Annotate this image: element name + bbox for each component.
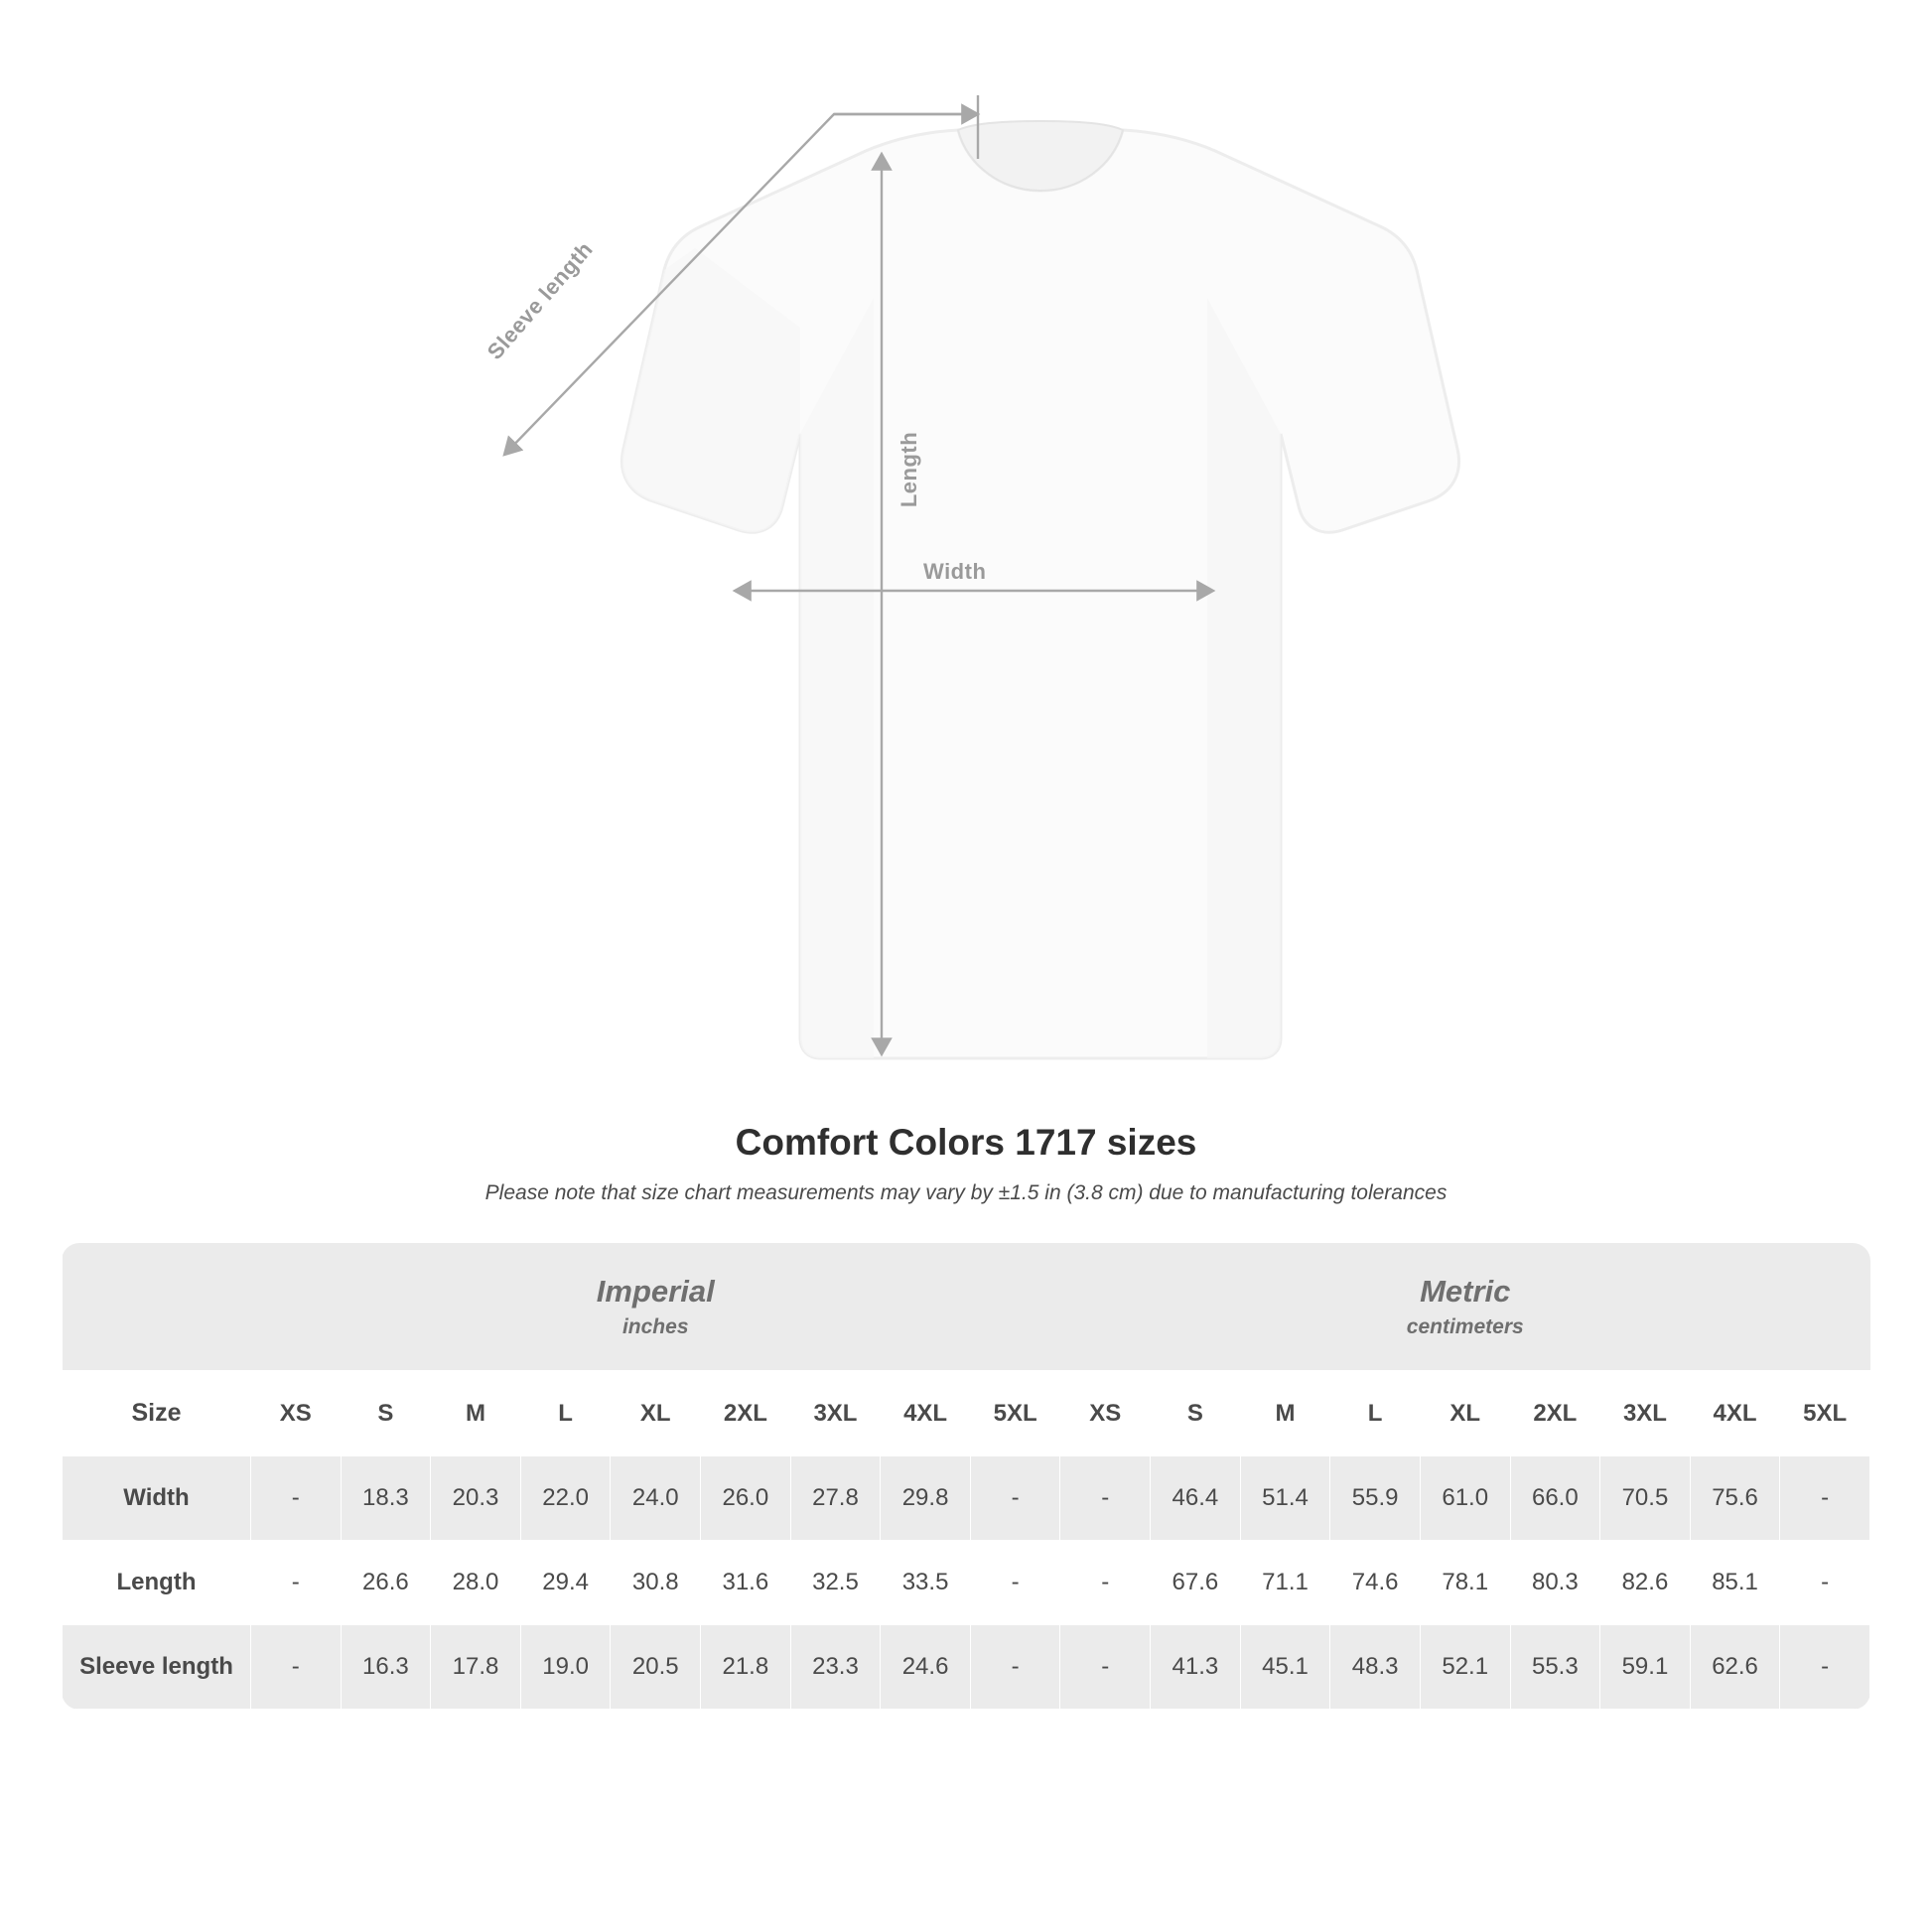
table-row	[63, 1541, 1870, 1625]
col-header-imperial-l: L	[520, 1371, 611, 1456]
col-header-metric-xl: XL	[1420, 1371, 1510, 1456]
cell-width-imperial-xl: 24.0	[611, 1456, 701, 1541]
cell-width-metric-4xl: 75.6	[1690, 1456, 1780, 1541]
cell-length-imperial-xl: 30.8	[611, 1541, 701, 1625]
cell-length-metric-4xl: 85.1	[1690, 1541, 1780, 1625]
cell-length-imperial-xs: -	[251, 1541, 342, 1625]
unit-header-imperial	[251, 1243, 1060, 1371]
cell-width-metric-m: 51.4	[1240, 1456, 1330, 1541]
table-row	[63, 1625, 1870, 1710]
cell-length-metric-2xl: 80.3	[1510, 1541, 1600, 1625]
table-row	[63, 1456, 1870, 1541]
metric-name: Metric	[1420, 1274, 1511, 1309]
cell-width-metric-s: 46.4	[1151, 1456, 1241, 1541]
cell-sleeve-metric-3xl: 59.1	[1600, 1625, 1691, 1710]
cell-sleeve-imperial-2xl: 21.8	[701, 1625, 791, 1710]
cell-length-metric-m: 71.1	[1240, 1541, 1330, 1625]
size-chart-table-wrap	[62, 1243, 1870, 1710]
col-header-metric-xs: XS	[1060, 1371, 1151, 1456]
col-header-imperial-m: M	[431, 1371, 521, 1456]
col-header-imperial-5xl: 5XL	[970, 1371, 1060, 1456]
cell-sleeve-imperial-l: 19.0	[520, 1625, 611, 1710]
cell-sleeve-imperial-m: 17.8	[431, 1625, 521, 1710]
cell-width-imperial-s: 18.3	[341, 1456, 431, 1541]
metric-sub: centimeters	[1406, 1314, 1524, 1338]
col-header-imperial-2xl: 2XL	[701, 1371, 791, 1456]
col-header-metric-3xl: 3XL	[1600, 1371, 1691, 1456]
cell-length-metric-xs: -	[1060, 1541, 1151, 1625]
page-title: Comfort Colors 1717 sizes	[735, 1122, 1197, 1163]
col-header-imperial-4xl: 4XL	[881, 1371, 971, 1456]
cell-sleeve-metric-s: 41.3	[1151, 1625, 1241, 1710]
length-label: Length	[897, 431, 922, 508]
cell-width-imperial-5xl: -	[970, 1456, 1060, 1541]
cell-width-imperial-2xl: 26.0	[701, 1456, 791, 1541]
cell-width-metric-l: 55.9	[1330, 1456, 1421, 1541]
cell-length-metric-xl: 78.1	[1420, 1541, 1510, 1625]
imperial-name: Imperial	[596, 1274, 715, 1309]
col-header-imperial-xs: XS	[251, 1371, 342, 1456]
cell-sleeve-metric-2xl: 55.3	[1510, 1625, 1600, 1710]
cell-width-metric-3xl: 70.5	[1600, 1456, 1691, 1541]
col-header-metric-4xl: 4XL	[1690, 1371, 1780, 1456]
cell-length-metric-5xl: -	[1780, 1541, 1870, 1625]
cell-sleeve-imperial-xs: -	[251, 1625, 342, 1710]
cell-width-imperial-4xl: 29.8	[881, 1456, 971, 1541]
col-header-metric-2xl: 2XL	[1510, 1371, 1600, 1456]
cell-width-metric-2xl: 66.0	[1510, 1456, 1600, 1541]
cell-sleeve-imperial-5xl: -	[970, 1625, 1060, 1710]
cell-sleeve-imperial-3xl: 23.3	[790, 1625, 881, 1710]
cell-width-metric-xs: -	[1060, 1456, 1151, 1541]
title-block	[0, 1122, 1932, 1205]
row-label-length: Length	[63, 1541, 251, 1625]
tolerance-note: Please note that size chart measurements may vary by ±1.5 in (3.8 cm) due to manufacturing tolerances	[484, 1181, 1448, 1204]
row-label-sleeve-length: Sleeve length	[63, 1625, 251, 1710]
unit-header-row	[63, 1243, 1870, 1371]
cell-width-metric-xl: 61.0	[1420, 1456, 1510, 1541]
cell-sleeve-metric-m: 45.1	[1240, 1625, 1330, 1710]
cell-width-imperial-m: 20.3	[431, 1456, 521, 1541]
col-header-imperial-3xl: 3XL	[790, 1371, 881, 1456]
cell-width-imperial-3xl: 27.8	[790, 1456, 881, 1541]
size-header-label: Size	[63, 1371, 251, 1456]
cell-sleeve-metric-l: 48.3	[1330, 1625, 1421, 1710]
cell-sleeve-metric-xs: -	[1060, 1625, 1151, 1710]
sleeve-length-label: Sleeve length	[482, 236, 598, 364]
width-label: Width	[923, 559, 987, 584]
cell-length-imperial-m: 28.0	[431, 1541, 521, 1625]
cell-width-metric-5xl: -	[1780, 1456, 1870, 1541]
cell-sleeve-metric-5xl: -	[1780, 1625, 1870, 1710]
cell-sleeve-metric-xl: 52.1	[1420, 1625, 1510, 1710]
cell-length-imperial-2xl: 31.6	[701, 1541, 791, 1625]
imperial-sub: inches	[621, 1314, 689, 1338]
cell-length-imperial-l: 29.4	[520, 1541, 611, 1625]
cell-length-metric-3xl: 82.6	[1600, 1541, 1691, 1625]
cell-sleeve-imperial-xl: 20.5	[611, 1625, 701, 1710]
unit-header-metric	[1060, 1243, 1870, 1371]
col-header-metric-m: M	[1240, 1371, 1330, 1456]
cell-length-metric-s: 67.6	[1151, 1541, 1241, 1625]
cell-length-imperial-4xl: 33.5	[881, 1541, 971, 1625]
size-header-row	[63, 1371, 1870, 1456]
cell-sleeve-metric-4xl: 62.6	[1690, 1625, 1780, 1710]
cell-sleeve-imperial-4xl: 24.6	[881, 1625, 971, 1710]
unit-header-blank	[63, 1243, 251, 1371]
col-header-metric-l: L	[1330, 1371, 1421, 1456]
cell-length-imperial-s: 26.6	[341, 1541, 431, 1625]
col-header-metric-s: S	[1151, 1371, 1241, 1456]
size-chart-table	[62, 1243, 1870, 1710]
col-header-metric-5xl: 5XL	[1780, 1371, 1870, 1456]
cell-width-imperial-xs: -	[251, 1456, 342, 1541]
cell-length-metric-l: 74.6	[1330, 1541, 1421, 1625]
col-header-imperial-xl: XL	[611, 1371, 701, 1456]
cell-length-imperial-3xl: 32.5	[790, 1541, 881, 1625]
cell-width-imperial-l: 22.0	[520, 1456, 611, 1541]
cell-sleeve-imperial-s: 16.3	[341, 1625, 431, 1710]
row-label-width: Width	[63, 1456, 251, 1541]
col-header-imperial-s: S	[341, 1371, 431, 1456]
cell-length-imperial-5xl: -	[970, 1541, 1060, 1625]
